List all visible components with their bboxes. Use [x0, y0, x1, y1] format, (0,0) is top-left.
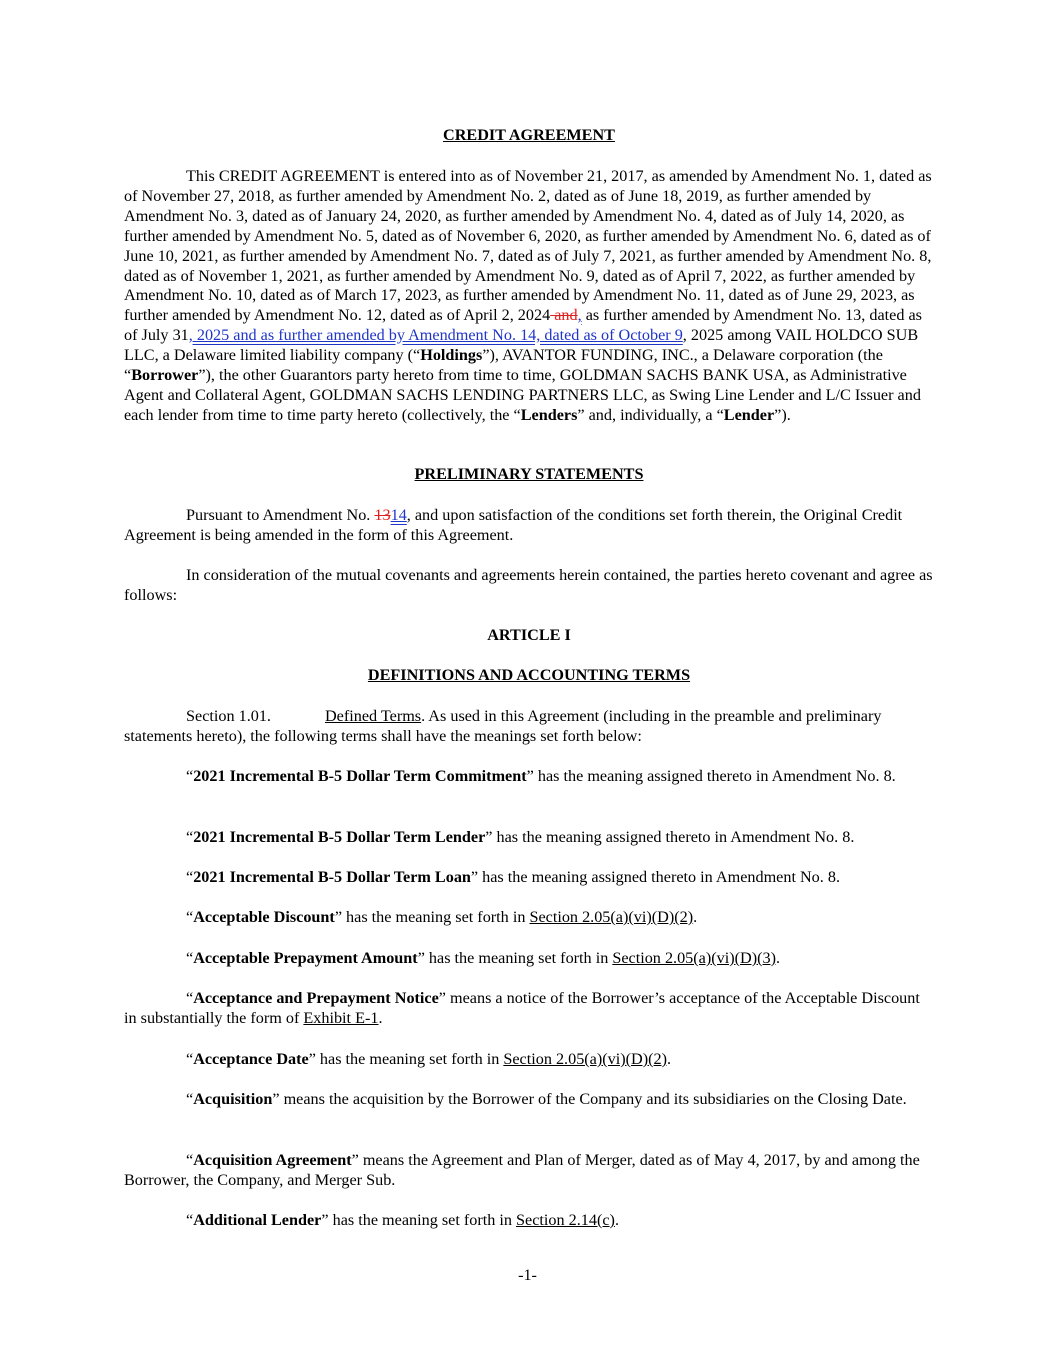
article-number: ARTICLE I: [487, 626, 571, 644]
deleted-text: 13: [374, 506, 391, 524]
cross-reference-link[interactable]: Section 2.14(c): [516, 1211, 615, 1229]
cross-reference-link[interactable]: Section 2.05(a)(vi)(D)(2): [529, 908, 694, 926]
cross-reference-link[interactable]: Exhibit E-1: [303, 1008, 379, 1027]
section-title: Defined Terms: [324, 707, 422, 725]
preliminary-paragraph: Pursuant to Amendment No. 1314, and upon satisfaction of the conditions set forth therein, the Original Credit Agreement is being amended in the form of this Agreement.: [124, 506, 903, 544]
definition-term: Acceptance and Prepayment Notice: [193, 989, 439, 1007]
definition-term: 2021 Incremental B-5 Dollar Term Lender: [193, 828, 486, 846]
document-title: CREDIT AGREEMENT: [443, 126, 615, 144]
inserted-text: ,: [577, 306, 582, 325]
inserted-text: , 2025 and as further amended by Amendment No. 14, dated as of October 9: [188, 326, 683, 345]
defined-term: Holdings: [420, 346, 483, 365]
definition-item: “Acceptable Discount” has the meaning set forth in Section 2.05(a)(vi)(D)(2).: [186, 908, 698, 926]
definition-item: “Acceptable Prepayment Amount” has the meaning set forth in Section 2.05(a)(vi)(D)(3).: [186, 949, 781, 967]
definition-term: 2021 Incremental B-5 Dollar Term Commitment: [193, 767, 527, 785]
section-number: Section 1.01.: [186, 707, 271, 725]
section-paragraph: Section 1.01. Defined Terms. As used in this Agreement (including in the preamble and preliminary statements hereto), the following terms shall have the meanings set forth below:: [124, 707, 882, 745]
inserted-text: 14: [390, 506, 407, 524]
definition-term: Acceptance Date: [193, 1050, 309, 1068]
article-heading: DEFINITIONS AND ACCOUNTING TERMS: [367, 666, 691, 684]
definition-term: Acceptable Discount: [193, 908, 335, 926]
definition-item: “2021 Incremental B-5 Dollar Term Lender” has the meaning assigned thereto in Amendment No. 8.: [186, 828, 855, 846]
definition-term: Acquisition Agreement: [193, 1151, 352, 1169]
definition-item: “Acceptance and Prepayment Notice” means a notice of the Borrower’s acceptance of the Acceptable Discount in substantially the form of Exhibit E-1.: [124, 989, 920, 1027]
definition-item: “Additional Lender” has the meaning set forth in Section 2.14(c).: [186, 1211, 619, 1229]
definition-item: “Acquisition Agreement” means the Agreement and Plan of Merger, dated as of May 4, 2017, by and among the Borrower, the Company, and Merger Sub.: [124, 1151, 920, 1189]
definition-item: “Acquisition” means the acquisition by the Borrower of the Company and its subsidiaries on the Closing Date.: [186, 1090, 907, 1108]
definition-item: “Acceptance Date” has the meaning set forth in Section 2.05(a)(vi)(D)(2).: [186, 1050, 672, 1068]
definition-term: 2021 Incremental B-5 Dollar Term Loan: [193, 868, 471, 886]
definition-term: Acceptable Prepayment Amount: [193, 949, 418, 967]
definition-term: Acquisition: [193, 1090, 273, 1108]
page-number: -1-: [518, 1266, 537, 1284]
cross-reference-link[interactable]: Section 2.05(a)(vi)(D)(2): [503, 1050, 667, 1068]
defined-term: Lenders: [520, 405, 578, 424]
definition-term: Additional Lender: [193, 1211, 322, 1229]
defined-term: Lender: [723, 405, 775, 424]
definition-item: “2021 Incremental B-5 Dollar Term Commitment” has the meaning assigned thereto in Amendment No. 8.: [186, 767, 896, 785]
defined-term: Borrower: [131, 366, 199, 385]
deleted-text: and: [550, 306, 578, 325]
cross-reference-link[interactable]: Section 2.05(a)(vi)(D)(3): [612, 949, 776, 967]
definition-item: “2021 Incremental B-5 Dollar Term Loan” has the meaning assigned thereto in Amendment No. 8.: [186, 868, 841, 886]
preamble-paragraph: This CREDIT AGREEMENT is entered into as of November 21, 2017, as amended by Amendment No. 1, dated as of November 27, 2018, as further amended by Amendment No. 2, dated as of June 18, 2019, as further amended by Amendment No. 3, dated as of January 24, 2020, as further amended by Amendment No. 4, dated as of July 14, 2020, as further amended by Amendment No. 5, dated as of November 6, 2020, as further amended by Amendment No. 6, dated as of June 10, 2021, as further amended by Amendment No. 7, dated as of July 7, 2021, as further amended by Amendment No. 8, dated as of November 1, 2021, as further amended by Amendment No. 9, dated as of April 7, 2022, as further amended by Amendment No. 10, dated as of March 17, 2023, as further amended by Amendment No. 11, dated as of June 29, 2023, as further amended by Amendment No. 12, dated as of April 2, 2024 and, as further amended by Amendment No. 13, dated as of July 31, 2025 and as further amended by Amendment No. 14, dated as of October 9, 2025 among VAIL HOLDCO SUB LLC, a Delaware limited liability company (“Holdings”), AVANTOR FUNDING, INC., a Delaware corporation (the “Borrower”), the other Guarantors party hereto from time to time, GOLDMAN SACHS BANK USA, as Administrative Agent and Collateral Agent, GOLDMAN SACHS LENDING PARTNERS LLC, as Swing Line Lender and L/C Issuer and each lender from time to time party hereto (collectively, the “Lenders” and, individually, a “Lender”).: [124, 167, 932, 424]
preliminary-heading: PRELIMINARY STATEMENTS: [414, 465, 644, 483]
consideration-paragraph: In consideration of the mutual covenants and agreements herein contained, the parties hereto covenant and agree as follows:: [124, 566, 933, 604]
